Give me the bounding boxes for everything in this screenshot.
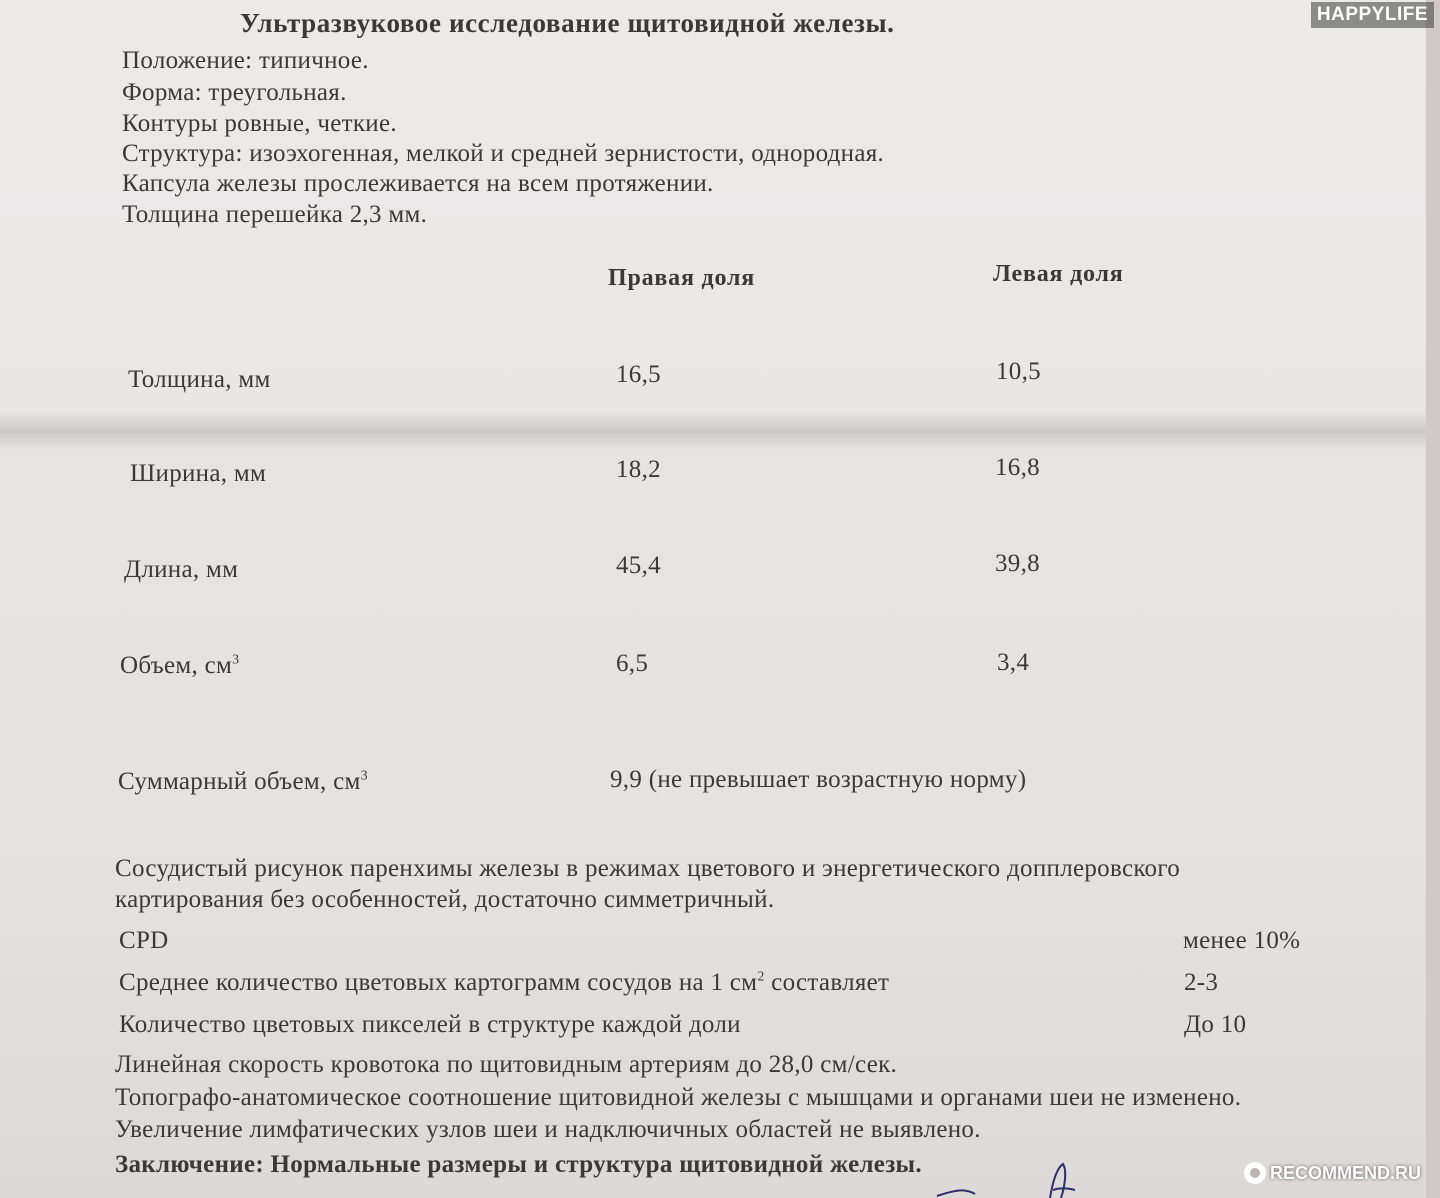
watermark-recommend: RECOMMEND.RU [1244,1158,1432,1188]
conclusion: Заключение: Нормальные размеры и структура щитовидной железы. [115,1151,922,1178]
column-header-left-lobe: Левая доля [993,261,1124,287]
row-label: Ширина, мм [130,460,267,487]
vascular-item-value: 2-3 [1184,969,1219,996]
finding-line: Увеличение лимфатических узлов шеи и надключичных областей не выявлено. [115,1116,981,1143]
vascular-item-label: CPD [119,927,169,954]
row-value-right: 45,4 [616,552,661,579]
intro-line: Структура: изоэхогенная, мелкой и средней зернистости, однородная. [122,140,885,167]
row-value-left: 3,4 [997,649,1030,676]
row-value-left: 10,5 [996,358,1041,385]
row-label: Длина, мм [124,556,239,583]
row-label: Толщина, мм [128,366,271,393]
vascular-item-value: До 10 [1184,1011,1247,1038]
background-edge [1426,0,1440,1198]
intro-line: Положение: типичное. [122,47,369,74]
finding-line: Топографо-анатомическое соотношение щитовидной железы с мышцами и органами шеи не изменено. [115,1084,1242,1111]
row-value-right: 18,2 [616,456,661,483]
signature [935,1160,1085,1198]
row-label: Объем, $см^3$ [120,652,240,679]
row-value-left: 39,8 [995,550,1040,577]
recommend-logo-icon [1244,1162,1266,1184]
intro-line: Контуры ровные, четкие. [122,110,397,137]
vascular-item-label: Среднее количество цветовых картограмм сосудов на 1 $см^2$ составляет [119,969,890,996]
watermark-happylife: HAPPYLIFE [1311,2,1434,28]
finding-line: Линейная скорость кровотока по щитовидным артериям до 28,0 см/сек. [115,1051,898,1078]
vascular-item-label: Количество цветовых пикселей в структуре каждой доли [119,1011,741,1038]
column-header-right-lobe: Правая доля [608,265,756,291]
vascular-text: Сосудистый рисунок паренхимы железы в режимах цветового и энергетического допплеровского [115,855,1181,882]
row-value-left: 16,8 [995,454,1040,481]
vascular-item-value: менее 10% [1183,927,1301,954]
intro-line: Форма: треугольная. [122,79,347,106]
document-title: Ультразвуковое исследование щитовидной железы. [240,8,895,38]
total-volume-label: Суммарный объем, $см^3$ [118,768,368,795]
row-value-right: 6,5 [616,650,649,677]
paper-fold [0,412,1428,448]
vascular-text: картирования без особенностей, достаточно симметричный. [115,886,775,913]
row-value-right: 16,5 [616,361,661,388]
total-volume-value: 9,9 (не превышает возрастную норму) [610,766,1027,793]
intro-line: Толщина перешейка 2,3 мм. [122,201,428,228]
intro-line: Капсула железы прослеживается на всем протяжении. [122,170,714,197]
